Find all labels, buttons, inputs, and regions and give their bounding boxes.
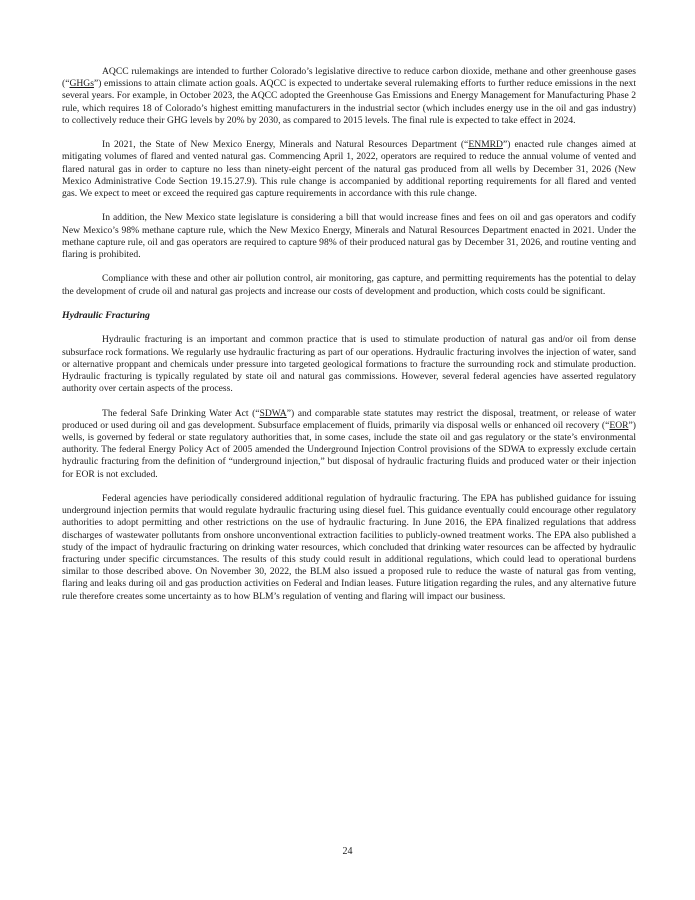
- paragraph-hydraulic-fracturing-overview: Hydraulic fracturing is an important and common practice that is used to stimulate production of natural gas and/or oil from dense subsurface rock formations. We regularly use hydraulic fracturing as part of our operations. Hydraulic fracturing involves the injection of water, sand or alternative proppant and chemicals under pressure into targeted geological formations to fracture the surrounding rock and stimulate production. Hydraulic fracturing is typically regulated by state oil and natural gas commissions. However, several federal agencies have asserted regulatory authority over certain aspects of the process.: [62, 334, 636, 395]
- defined-term-sdwa: SDWA: [259, 407, 287, 419]
- section-heading-hydraulic-fracturing: Hydraulic Fracturing: [62, 310, 150, 321]
- paragraph-compliance-costs: Compliance with these and other air pollution control, air monitoring, gas capture, and permitting requirements has the potential to delay the development of crude oil and natural gas projects and increase our costs of development and production, which costs could be significant.: [62, 273, 636, 297]
- paragraph-federal-agencies: Federal agencies have periodically considered additional regulation of hydraulic fracturing. The EPA has published guidance for issuing underground injection permits that would regulate hydraulic fracturing using diesel fuel. This guidance eventually could encourage other regulatory authorities to adopt permitting and other restrictions on the use of hydraulic fracturing. In June 2016, the EPA finalized regulations that address discharges of wastewater pollutants from onshore unconventional extraction facilities to publicly-owned treatment works. The EPA also published a study of the impact of hydraulic fracturing on drinking water resources, which concluded that drinking water resources can be affected by hydraulic fracturing under specific circumstances. The results of this study could result in additional regulations, which could lead to operational burdens similar to those described above. On November 30, 2022, the BLM also issued a proposed rule to reduce the waste of natural gas from venting, flaring and leaks during oil and gas production activities on Federal and Indian leases. Future litigation regarding the rules, and any alternative future rule therefore creates some uncertainty as to how BLM’s regulation of venting and flaring will impact our business.: [62, 493, 636, 602]
- paragraph-sdwa: The federal Safe Drinking Water Act (“SDWA”) and comparable state statutes may restrict the disposal, treatment, or release of water produced or used during oil and gas development. Subsurface emplacement of fluids, primarily via disposal wells or enhanced oil recovery (“EOR”) wells, is governed by federal or state regulatory authorities that, in some cases, include the state oil and gas regulatory or the state’s environmental authority. The federal Energy Policy Act of 2005 amended the Underground Injection Control provisions of the SDWA to expressly exclude certain hydraulic fracturing from the definition of “underground injection,” but disposal of hydraulic fracturing fluids and produced water or their injection for EOR is not excluded.: [62, 407, 636, 480]
- page-number: 24: [342, 846, 353, 857]
- paragraph-new-mexico-enmrd: In 2021, the State of New Mexico Energy, Minerals and Natural Resources Department (“ENMRD”) enacted rule changes aimed at mitigating volumes of flared and vented natural gas. Commencing April 1, 2022, operators are required to reduce the annual volume of vented and flared natural gas in order to capture no less than ninety-eight percent of the natural gas produced from all wells by December 31, 2026 (New Mexico Administrative Code Section 19.15.27.9). This rule change is accompanied by additional reporting requirements for all flared and vented gas. We expect to meet or exceed the required gas capture requirements in accordance with this rule change.: [62, 139, 636, 200]
- defined-term-ghgs: GHGs: [69, 78, 94, 90]
- paragraph-aqcc-rulemakings: AQCC rulemakings are intended to further Colorado’s legislative directive to reduce carbon dioxide, methane and other greenhouse gases (“GHGs”) emissions to attain climate action goals. AQCC is expected to undertake several rulemaking efforts to further reduce emissions in the next several years. For example, in October 2023, the AQCC adopted the Greenhouse Gas Emissions and Energy Management for Manufacturing Phase 2 rule, which requires 18 of Colorado’s highest emitting manufacturers in the industrial sector (which includes energy use in the oil and gas industry) to collectively reduce their GHG levels by 20% by 2030, as compared to 2015 levels. The final rule is expected to take effect in 2024.: [62, 66, 636, 126]
- defined-term-eor: EOR: [609, 419, 629, 431]
- document-body: [62, 66, 636, 603]
- paragraph-new-mexico-legislature: In addition, the New Mexico state legislature is considering a bill that would increase fines and fees on oil and gas operators and codify New Mexico’s 98% methane capture rule, which the New Mexico Energy, Minerals and Natural Resources Department enacted in 2021. Under the methane capture rule, oil and gas operators are required to capture 98% of their produced natural gas by December 31, 2026, and routine venting and flaring is prohibited.: [62, 212, 636, 261]
- defined-term-enmrd: ENMRD: [468, 139, 503, 151]
